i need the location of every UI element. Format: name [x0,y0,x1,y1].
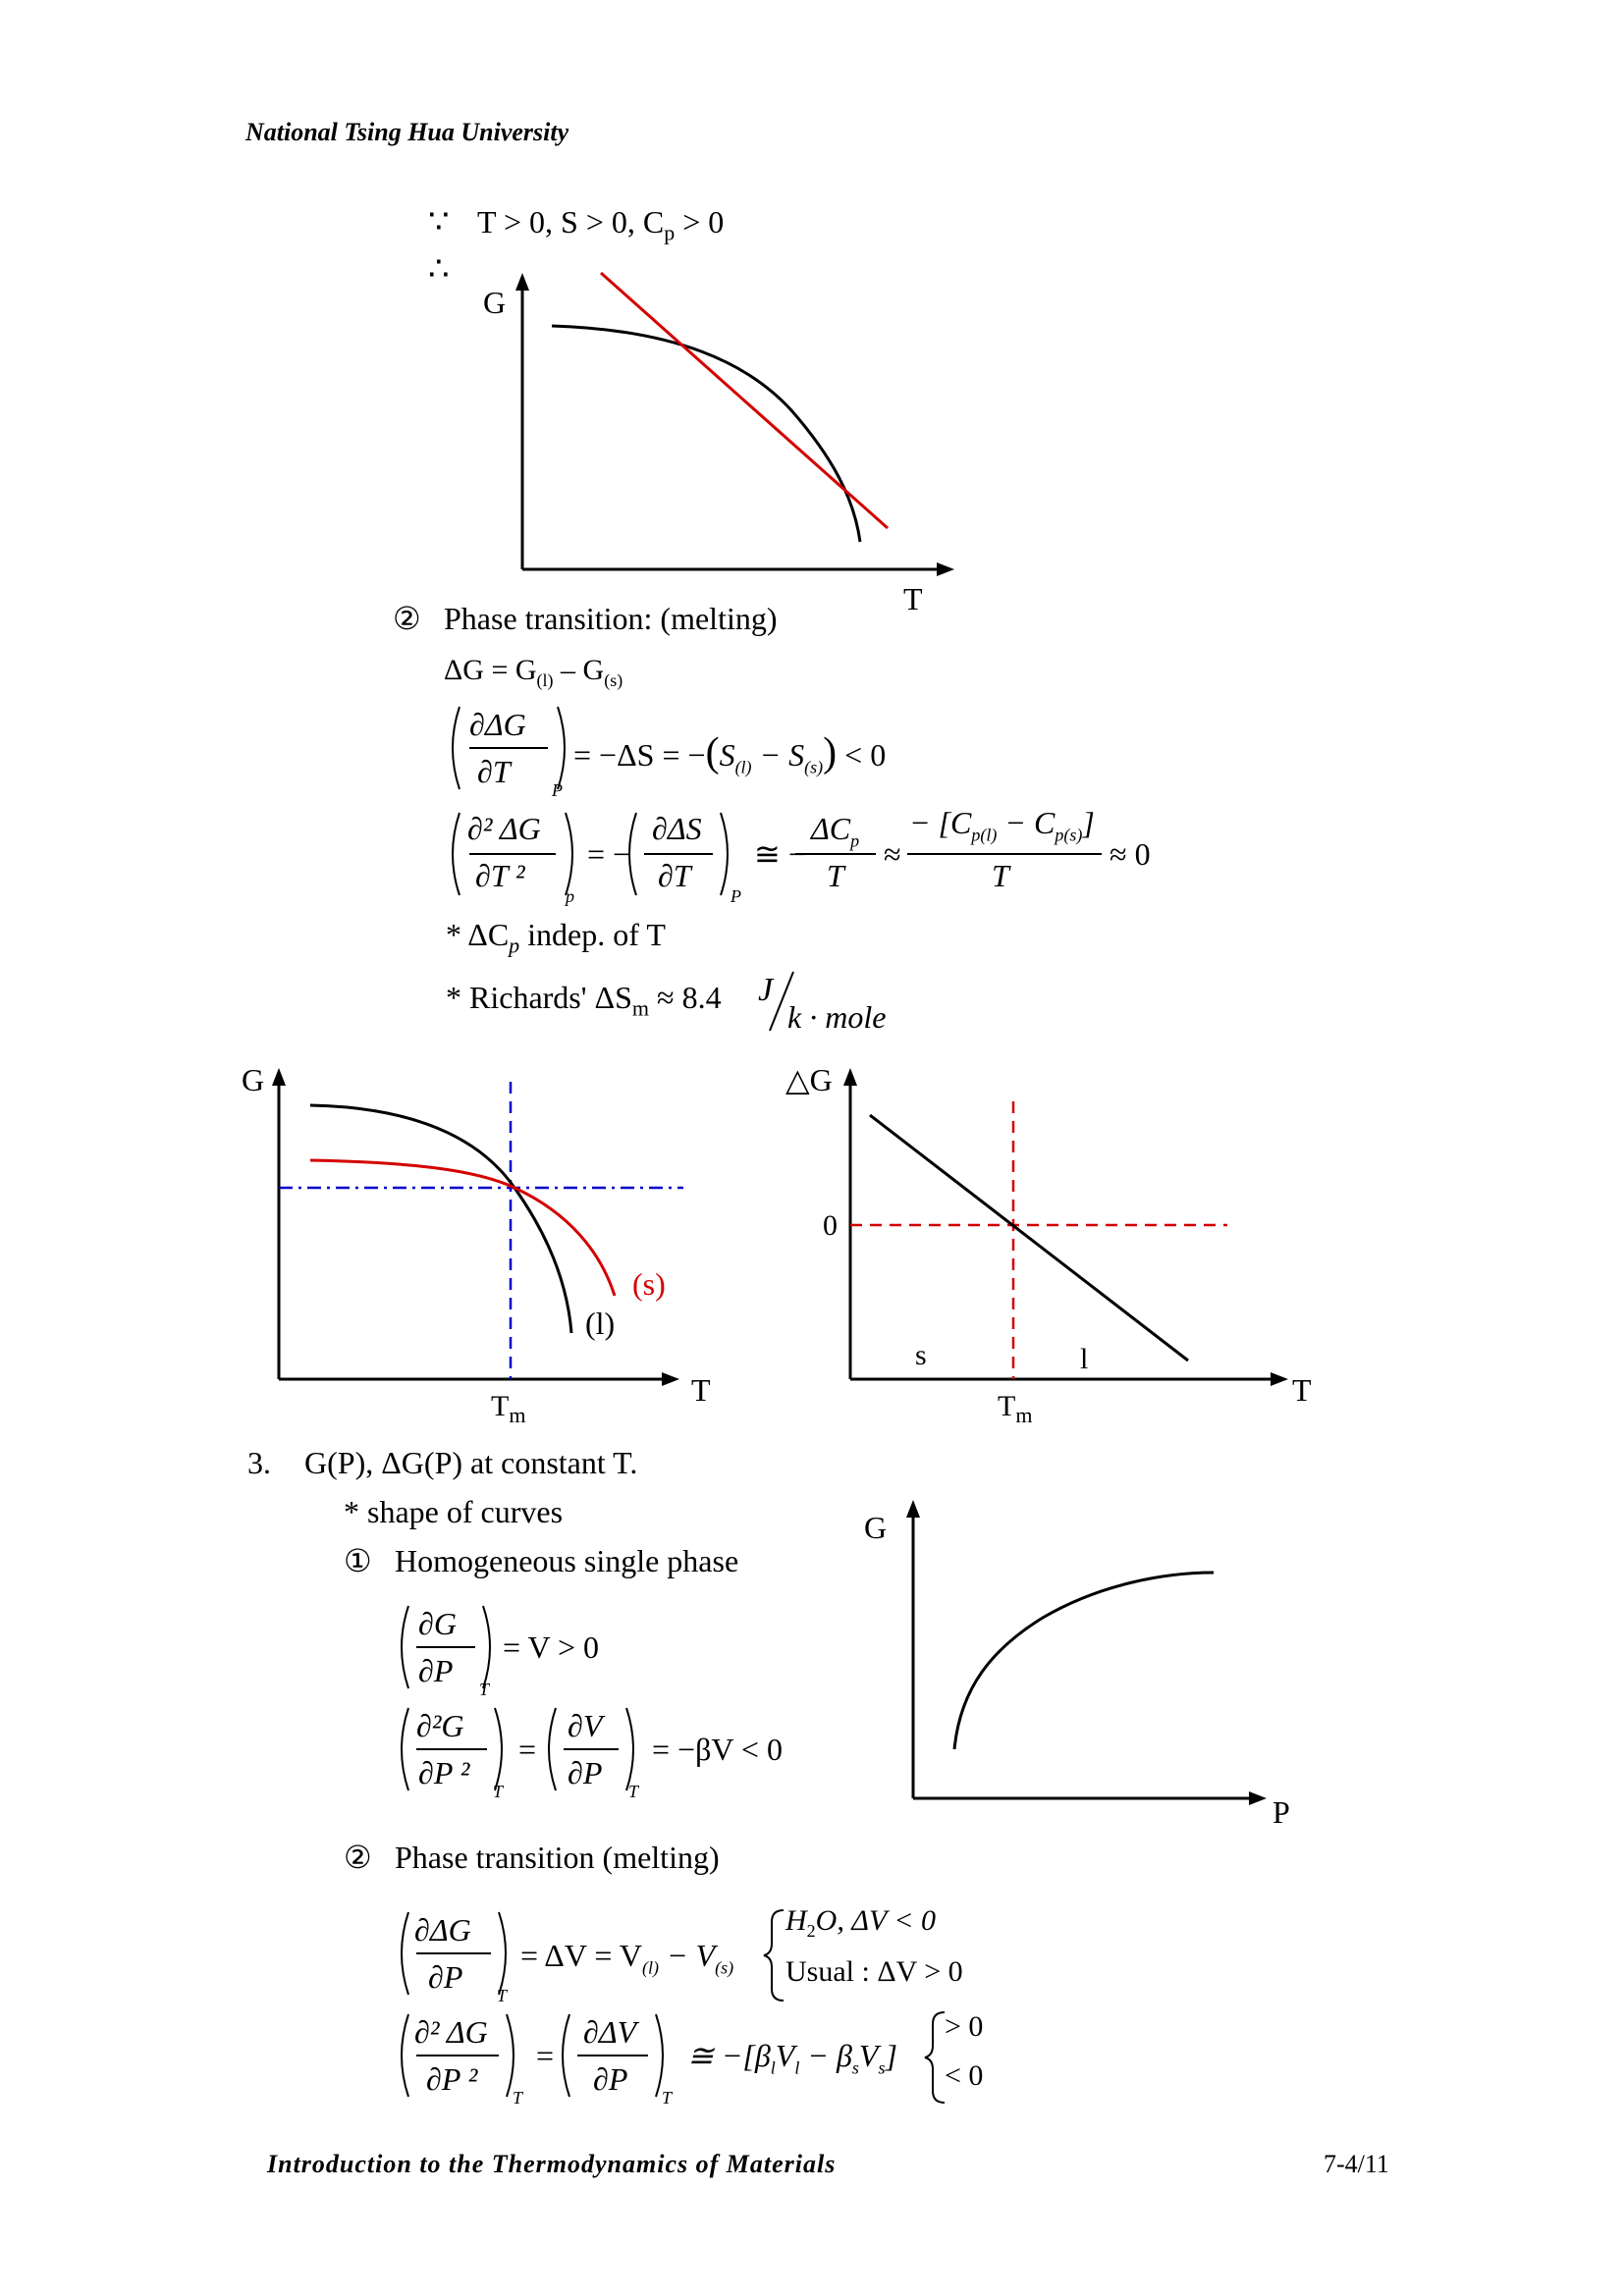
graph-delta-g-vs-t [825,1060,1296,1414]
e2-equals: = [518,1732,537,1767]
graph4-y-label: G [864,1510,888,1545]
e1-denominator: ∂P [418,1653,454,1688]
e4-subscript-2: T [662,2088,673,2108]
eq2-approx-1: ≅ − [754,836,806,872]
eq2-end: ≈ 0 [1110,836,1151,872]
e4-equals: = [536,2038,555,2073]
eq1-numerator: ∂ΔG [469,707,526,742]
item1-title: Homogeneous single phase [395,1543,739,1578]
e3-case-usual: Usual : ΔV > 0 [785,1955,963,1988]
graph2-x-label: T [691,1372,711,1408]
e4-numerator-2: ∂ΔV [583,2014,637,2050]
condition-text: T > 0, S > 0, $C_p > 0$ [477,204,725,245]
graph1-y-label: G [483,285,507,320]
section3-title: G(P), ΔG(P) at constant T. [304,1445,638,1480]
section3-number: 3. [247,1445,271,1480]
header-institution: National Tsing Hua University [245,118,569,146]
graph3-y-label: △G [785,1062,833,1097]
footer-page-number: 7-4/11 [1324,2150,1389,2178]
eq2-denominator-3: T [827,858,844,893]
e2-numerator: ∂²G [416,1708,464,1743]
e2-rhs: = −βV < 0 [652,1732,783,1767]
e2-numerator-2: ∂V [568,1708,603,1743]
eq2-subscript-2: P [731,886,741,906]
eq2-approx-2: ≈ [884,836,901,872]
item2-title: Phase transition (melting) [395,1840,720,1875]
eq1-denominator: ∂T [477,754,511,789]
graph3-tick-tm: $T_m$ [998,1390,1033,1427]
graph2-tick-tm: $T_m$ [491,1390,526,1427]
eq2-denominator-2: ∂T [658,858,691,893]
e1-rhs: = V > 0 [503,1629,600,1665]
delta-g-definition: $\Delta G = G_{(l)} - G_{(s)}$ [444,654,623,690]
item2-marker: ② [344,1840,372,1875]
richards-unit-j: J [758,972,774,1008]
graph3-zero-label: 0 [823,1209,838,1242]
item1-marker: ① [344,1543,372,1578]
e4-denominator-2: ∂P [593,2061,628,2097]
e2-denominator: ∂P ² [418,1755,470,1790]
e4-numerator: ∂² ΔG [414,2014,488,2050]
eq2-denominator-4: T [992,858,1009,893]
therefore-symbol: ∴ [428,251,450,288]
graph2-label-solid: (s) [632,1266,666,1302]
graph-g-vs-p [884,1492,1296,1816]
eq2-numerator-4: − $[C_{p(l)} - C_{p(s)}]$ [909,805,1095,845]
note-richards: * Richards' $\Delta S_m \approx 8.4$ [446,980,722,1021]
graph3-label-liquid: l [1080,1343,1089,1375]
e2-subscript: T [493,1782,504,1801]
e1-subscript: T [479,1680,490,1699]
section2-marker: ② [393,601,421,636]
e3-case-water: $H_2O$, ΔV < 0 [785,1904,936,1941]
note-delta-cp: * $\Delta C_p$ indep. of T [446,917,666,958]
e4-subscript: T [513,2088,523,2108]
eq1-subscript: P [552,780,563,800]
e3-rhs: = $\Delta V = V_{(l)} - V_{(s)}$ [520,1938,734,1978]
graph1-x-label: T [903,581,923,616]
eq2-equals: = − [587,836,631,872]
e4-case-negative: < 0 [945,2059,984,2092]
graph2-y-label: G [242,1062,265,1097]
eq2-numerator-3: $\Delta C_p$ [811,811,860,851]
e4-case-positive: > 0 [945,2010,984,2043]
section2-title: Phase transition: (melting) [444,601,778,636]
e4-rhs: ≅ $-[\beta_lV_l - \beta_sV_s]$ [687,2038,897,2078]
e2-subscript-2: T [628,1782,639,1801]
eq2-numerator-2: ∂ΔS [652,811,702,846]
graph2-label-liquid: (l) [585,1306,616,1341]
e3-subscript: T [497,1986,508,2005]
richards-unit-denominator: k · mole [787,999,887,1035]
graph3-label-solid: s [915,1339,927,1371]
e3-denominator: ∂P [428,1959,463,1995]
eq1-rhs: = $-\Delta S = -(S_{(l)} - S_{(s)}) < 0$ [573,730,887,777]
e2-denominator-2: ∂P [568,1755,603,1790]
graph4-x-label: P [1272,1794,1290,1830]
e3-numerator: ∂ΔG [414,1912,471,1948]
footer-course: Introduction to the Thermodynamics of Materials [267,2150,837,2178]
eq2-numerator: ∂² ΔG [467,811,541,846]
graph3-x-label: T [1292,1372,1312,1408]
eq2-denominator: ∂T ² [475,858,525,893]
graph-g-vs-t-tangent [461,265,972,618]
eq2-subscript: p [566,886,574,906]
because-symbol: ∵ [428,204,450,240]
shape-of-curves: * shape of curves [344,1494,564,1529]
e4-denominator: ∂P ² [426,2061,478,2097]
graph-g-vs-t-melting [236,1060,727,1414]
e1-numerator: ∂G [418,1606,457,1641]
